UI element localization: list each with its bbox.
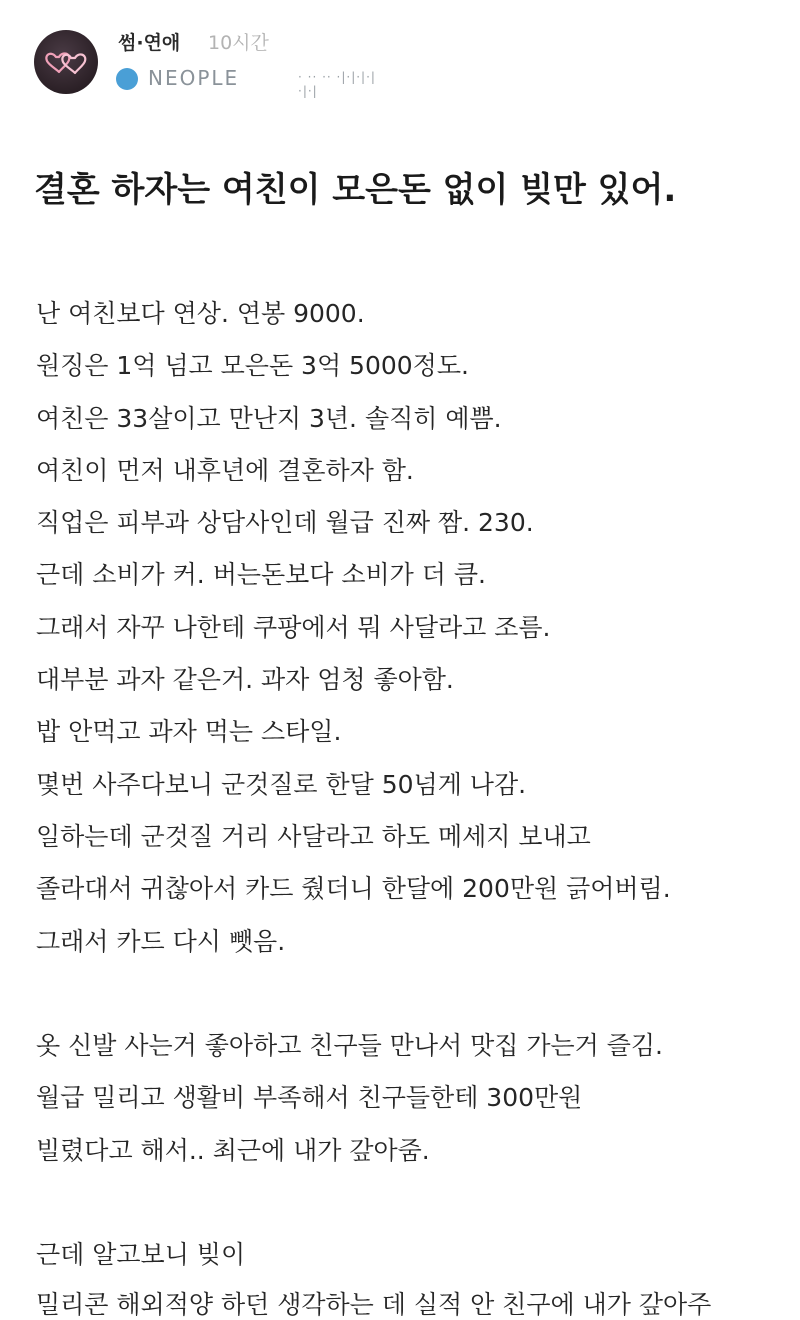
- body-line: 근데 알고보니 빚이: [36, 1240, 246, 1270]
- body-line: 몇번 사주다보니 군것질로 한달 50넘게 나감.: [36, 769, 527, 799]
- body-line: 근데 소비가 커. 버는돈보다 소비가 더 큼.: [36, 560, 486, 590]
- body-line: 그래서 자꾸 나한테 쿠팡에서 뭐 사달라고 조름.: [36, 612, 551, 642]
- body-line: 옷 신발 사는거 좋아하고 친구들 만나서 맛집 가는거 즐김.: [36, 1031, 663, 1061]
- body-line: 밥 안먹고 과자 먹는 스타일.: [36, 717, 342, 747]
- company-extra: · ·· ·· ·|·|·|·|·|·|: [298, 70, 376, 98]
- body-line: 난 여친보다 연상. 연봉 9000.: [36, 299, 365, 328]
- body-blank-line: [36, 1177, 776, 1229]
- body-line-cut-off: 밀리콘 해외적양 하던 생각하는 데 실적 안 친구에 내가 갚아주: [36, 1290, 712, 1319]
- body-line: 일하는데 군것질 거리 사달라고 하도 메세지 보내고: [36, 821, 591, 851]
- body-line: 원징은 1억 넘고 모은돈 3억 5000정도.: [36, 351, 469, 381]
- board-avatar[interactable]: [34, 30, 98, 94]
- author-company: [116, 66, 376, 98]
- body-line: 그래서 카드 다시 뺏음.: [36, 926, 286, 956]
- post-body: [36, 288, 776, 1282]
- post-header: [0, 0, 800, 100]
- body-line: 여친이 먼저 내후년에 결혼하자 함.: [36, 455, 414, 485]
- body-line: 대부분 과자 같은거. 과자 엄청 좋아함.: [36, 665, 454, 695]
- body-line: 빌렸다고 해서.. 최근에 내가 갚아줌.: [36, 1135, 430, 1165]
- body-line: 여친은 33살이고 만난지 3년. 솔직히 예쁨.: [36, 403, 502, 433]
- body-line: 졸라대서 귀찮아서 카드 줬더니 한달에 200만원 긁어버림.: [36, 874, 671, 904]
- hearts-icon: [34, 30, 98, 94]
- company-name: NEOPLE: [148, 66, 240, 90]
- post-title: 결혼 하자는 여친이 모은돈 없이 빚만 있어.: [34, 170, 677, 210]
- body-blank-line: [36, 968, 776, 1020]
- post-time: 10시간: [208, 32, 269, 54]
- board-name[interactable]: 썸·연애: [118, 32, 181, 54]
- body-line: 직업은 피부과 상담사인데 월급 진짜 짬. 230.: [36, 508, 534, 538]
- body-line: 월급 밀리고 생활비 부족해서 친구들한테 300만원: [36, 1083, 583, 1113]
- company-badge-icon: [116, 68, 138, 90]
